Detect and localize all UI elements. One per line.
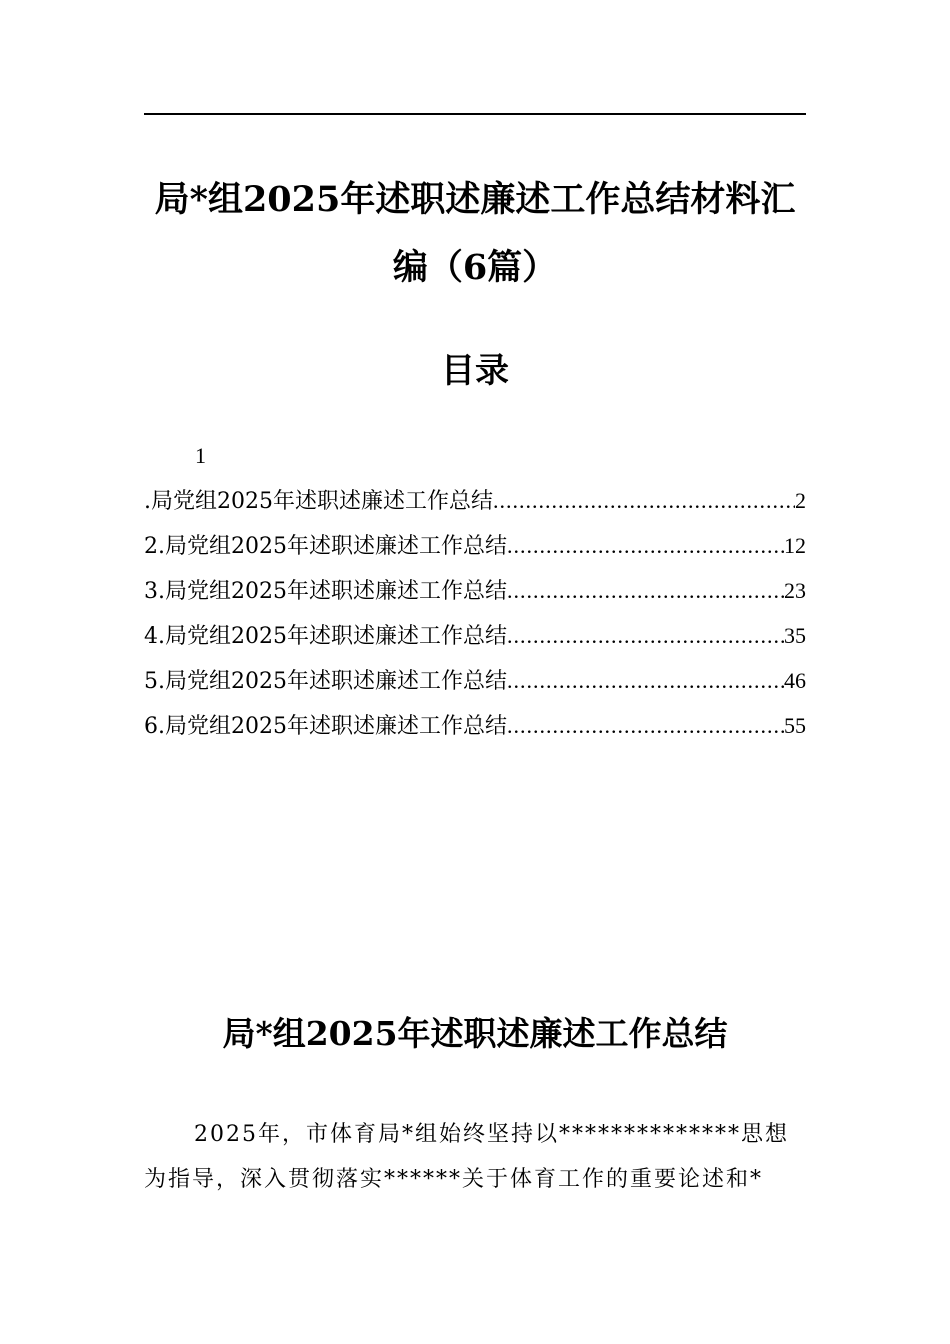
toc-item-leader	[507, 709, 784, 743]
toc-item-leader	[507, 574, 784, 608]
toc-item-label: 6.局党组2025年述职述廉述工作总结	[144, 714, 507, 739]
section-title: 局*组2025年述职述廉述工作总结	[222, 1014, 728, 1053]
toc-item-page: 46	[784, 668, 806, 693]
toc-item[interactable]	[144, 709, 806, 754]
toc-item-leader	[507, 529, 784, 563]
header-rule	[144, 113, 806, 115]
toc-item-page: 12	[784, 533, 806, 558]
toc-item[interactable]	[144, 619, 806, 664]
toc-item-leader	[507, 664, 784, 698]
toc-item-leader	[493, 484, 795, 518]
toc-item-page: 55	[784, 713, 806, 738]
toc-item-page: 2	[795, 488, 806, 513]
toc-item[interactable]	[144, 574, 806, 619]
document-title-line-1: 局*组2025年述职述廉述工作总结材料汇	[154, 179, 796, 220]
toc-item-label: 2.局党组2025年述职述廉述工作总结	[144, 534, 507, 559]
toc-item-page: 23	[784, 578, 806, 603]
body-text-line-2: 为指导，深入贯彻落实******关于体育工作的重要论述和*	[144, 1167, 764, 1192]
toc-item-label: 5.局党组2025年述职述廉述工作总结	[144, 669, 507, 694]
toc-item[interactable]	[144, 484, 806, 529]
toc-item-leader	[507, 619, 784, 653]
body-text-line-1: 2025年，市体育局*组始终坚持以**************思想	[194, 1122, 789, 1147]
table-of-contents	[144, 484, 806, 754]
toc-item-label: 3.局党组2025年述职述廉述工作总结	[144, 579, 507, 604]
toc-heading: 目录	[441, 351, 509, 391]
toc-first-number: 1	[195, 443, 206, 468]
toc-item-label: .局党组2025年述职述廉述工作总结	[144, 489, 493, 514]
toc-item[interactable]	[144, 664, 806, 709]
document-title-line-2: 编（6篇）	[392, 247, 558, 288]
toc-item-page: 35	[784, 623, 806, 648]
toc-item[interactable]	[144, 529, 806, 574]
toc-item-label: 4.局党组2025年述职述廉述工作总结	[144, 624, 507, 649]
